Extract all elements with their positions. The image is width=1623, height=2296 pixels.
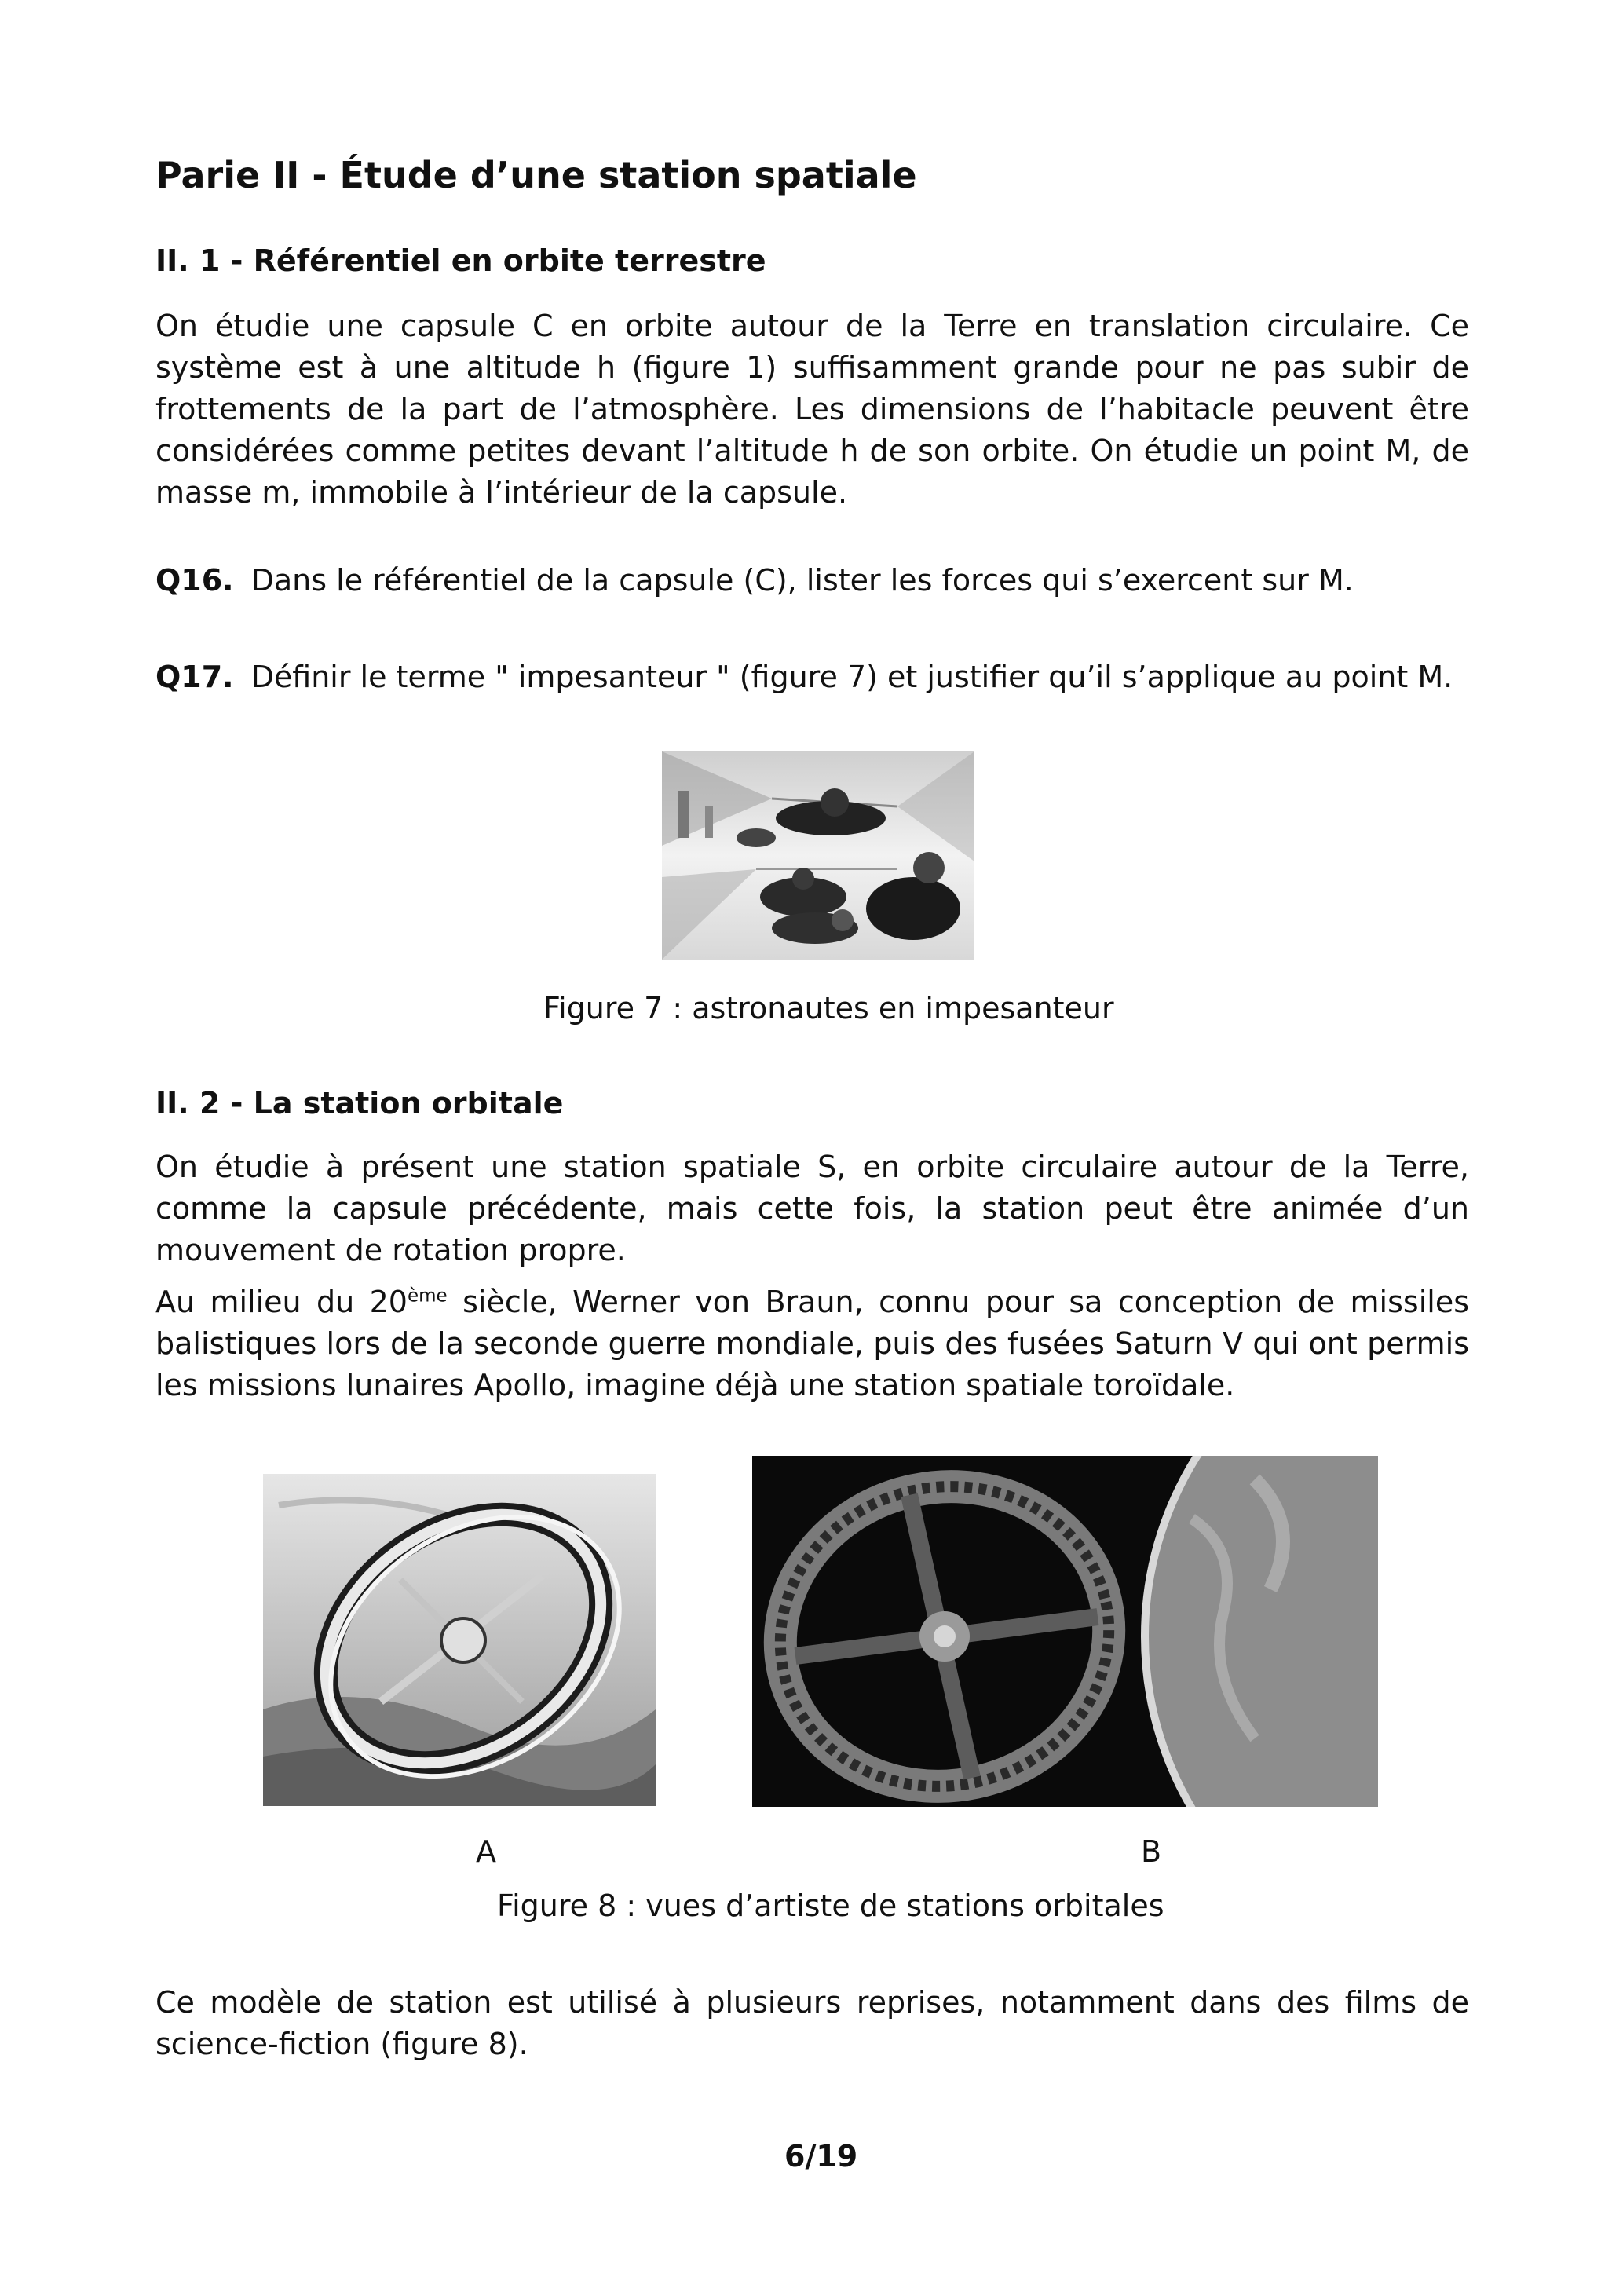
page-number: 6/19 bbox=[784, 2139, 858, 2174]
question-17 bbox=[155, 656, 1453, 698]
figure7-caption: Figure 7 : astronautes en impesanteur bbox=[543, 991, 1114, 1026]
closing-paragraph: Ce modèle de station est utilisé à plusieurs reprises, notamment dans des films de science-fiction (figure 8). bbox=[155, 1985, 1469, 2061]
figure8a-station-image bbox=[263, 1474, 656, 1806]
section2-paragraph-1: On étudie à présent une station spatiale S, en orbite circulaire autour de la Terre, comme la capsule précédente, mais cette fois, la station peut être animée d’un mouvement de rotation propre. bbox=[155, 1150, 1469, 1267]
figure8-label-a: A bbox=[476, 1834, 496, 1869]
question-16 bbox=[155, 560, 1354, 601]
section2-paragraph-2: Au milieu du 20ème siècle, Werner von Braun, connu pour sa conception de missiles balistiques lors de la seconde guerre mondiale, puis des fusées Saturn V qui ont permis les missions lunaires Apollo, imagine déjà une station spatiale toroïdale. bbox=[155, 1285, 1469, 1402]
section-heading-2: II. 2 - La station orbitale bbox=[155, 1086, 564, 1121]
figure7-astronauts-photo bbox=[662, 751, 974, 960]
figure8b-station-image bbox=[752, 1456, 1378, 1807]
page-title: Parie II - Étude d’une station spatiale bbox=[155, 154, 917, 196]
question-text: Dans le référentiel de la capsule (C), lister les forces qui s’exercent sur M. bbox=[250, 563, 1354, 598]
section1-paragraph: On étudie une capsule C en orbite autour de la Terre en translation circulaire. Ce système est à une altitude h (figure 1) suffisamment grande pour ne pas subir de frottements de la part de l’atmosphère. Les dimensions de l’habitacle peuvent être considérées comme petites devant l’altitude h de son orbite. On étudie un point M, de masse m, immobile à l’intérieur de la capsule. bbox=[155, 309, 1469, 510]
question-number: Q17. bbox=[155, 660, 234, 694]
question-number: Q16. bbox=[155, 563, 234, 598]
figure8-label-b: B bbox=[1141, 1834, 1162, 1869]
figure8-caption: Figure 8 : vues d’artiste de stations orbitales bbox=[497, 1888, 1164, 1923]
question-text: Définir le terme " impesanteur " (figure 7) et justifier qu’il s’applique au point M. bbox=[250, 660, 1453, 694]
section-heading-1: II. 1 - Référentiel en orbite terrestre bbox=[155, 243, 766, 278]
